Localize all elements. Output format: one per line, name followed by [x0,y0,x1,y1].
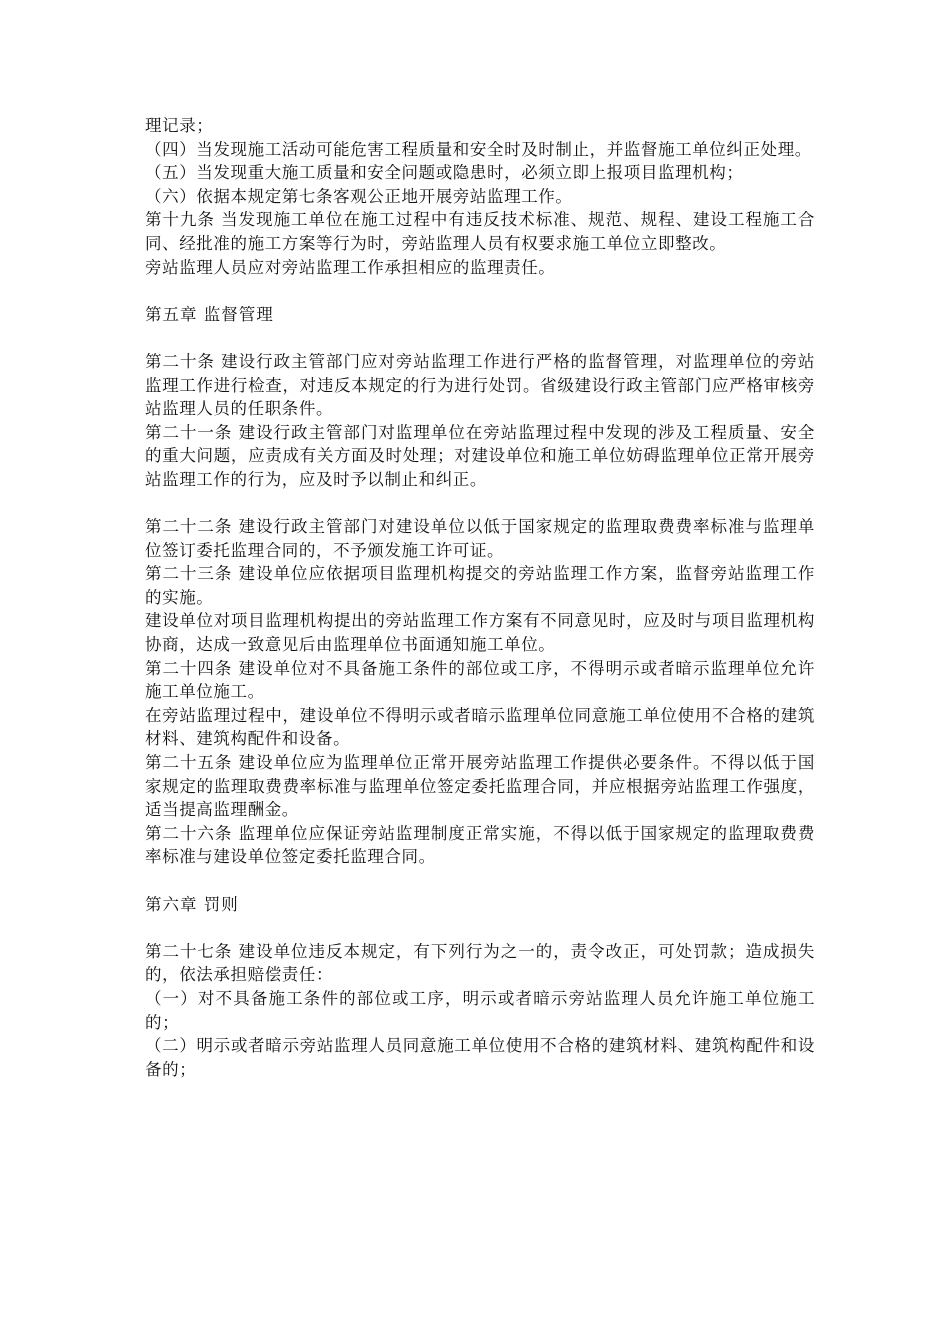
paragraph-supervisor-responsibility: 旁站监理人员应对旁站监理工作承担相应的监理责任。 [145,257,556,277]
paragraph-article-20: 第二十条 建设行政主管部门应对旁站监理工作进行严格的监督管理，对监理单位的旁站监理工作进行检查，对违反本规定的行为进行处罚。省级建设行政主管部门应严格审核旁站监理人员的任职条件。 [145,351,815,419]
paragraph-item-6: （六）依据本规定第七条客观公正地开展旁站监理工作。 [145,186,573,206]
paragraph-article-25: 第二十五条 建设单位应为监理单位正常开展旁站监理工作提供必要条件。不得以低于国家规定的监理取费费率标准与监理单位签定委托监理合同，并应根据旁站监理工作强度，适当提高监理酬金。 [145,753,815,820]
paragraph-penalty-item-2: （二）明示或者暗示旁站监理人员同意施工单位使用不合格的建筑材料、建筑构配件和设备的； [145,1036,815,1079]
paragraph-article-24-detail: 在旁站监理过程中，建设单位不得明示或者暗示监理单位同意施工单位使用不合格的建筑材料、建筑构配件和设备。 [145,705,815,749]
blank-line [145,492,815,516]
blank-line [145,869,815,893]
paragraph-record-end: 理记录； [145,116,214,135]
chapter-5-heading: 第五章 监督管理 [145,304,274,324]
document-page [145,114,815,1081]
paragraph-article-23-detail: 建设单位对项目监理机构提出的旁站监理工作方案有不同意见时，应及时与项目监理机构协商，达成一致意见后由监理单位书面通知施工单位。 [145,611,815,655]
paragraph-article-24: 第二十四条 建设单位对不具备施工条件的部位或工序，不得明示或者暗示监理单位允许施工单位施工。 [145,658,815,702]
paragraph-article-22: 第二十二条 建设行政主管部门对建设单位以低于国家规定的监理取费费率标准与监理单位签订委托监理合同的，不予颁发施工许可证。 [145,517,815,560]
blank-line [145,916,815,940]
paragraph-article-19: 第十九条 当发现施工单位在施工过程中有违反技术标准、规范、规程、建设工程施工合同、经批准的施工方案等行为时，旁站监理人员有权要求施工单位立即整改。 [145,210,815,253]
paragraph-article-23: 第二十三条 建设单位应依据项目监理机构提交的旁站监理工作方案，监督旁站监理工作的实施。 [145,564,815,607]
paragraph-article-27: 第二十七条 建设单位违反本规定，有下列行为之一的，责令改正，可处罚款；造成损失的，依法承担赔偿责任： [145,941,815,985]
paragraph-penalty-item-1: （一）对不具备施工条件的部位或工序，明示或者暗示旁站监理人员允许施工单位施工的； [145,988,815,1032]
blank-line [145,326,815,350]
paragraph-article-26: 第二十六条 监理单位应保证旁站监理制度正常实施，不得以低于国家规定的监理取费费率标准与建设单位签定委托监理合同。 [145,823,815,867]
paragraph-item-4: （四）当发现施工活动可能危害工程质量和安全时及时制止，并监督施工单位纠正处理。 [145,139,812,159]
paragraph-article-21: 第二十一条 建设行政主管部门对监理单位在旁站监理过程中发现的涉及工程质量、安全的重大问题，应责成有关方面及时处理；对建设单位和施工单位妨碍监理单位正常开展旁站监理工作的行为，应及时予以制止和纠正。 [145,422,815,489]
blank-line [145,279,815,303]
paragraph-item-5: （五）当发现重大施工质量和安全问题或隐患时，必须立即上报项目监理机构； [145,163,744,183]
chapter-6-heading: 第六章 罚则 [145,894,239,914]
